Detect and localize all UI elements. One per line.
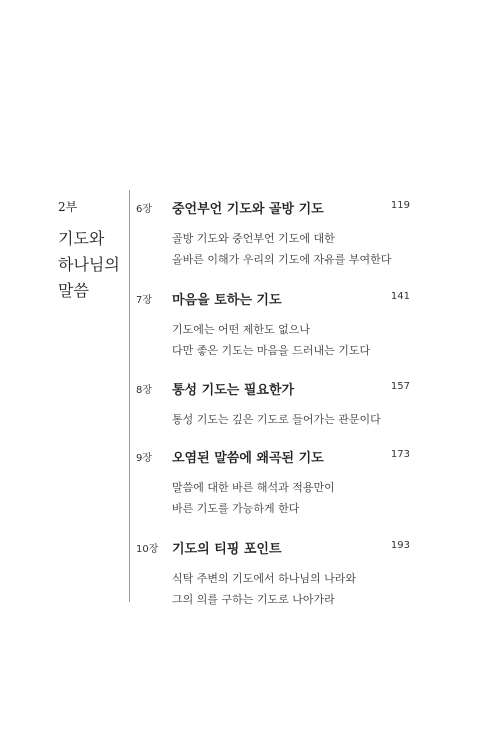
chapter-description-line: 말씀에 대한 바른 해석과 적용만이 [172,481,335,494]
chapter-description-line: 식탁 주변의 기도에서 하나님의 나라와 [172,572,357,585]
chapter-description-line: 올바른 이해가 우리의 기도에 자유를 부여한다 [172,253,392,266]
chapter-10[interactable] [136,538,410,610]
chapter-title: 통성 기도는 필요한가 [172,383,295,398]
chapter-description [172,477,410,519]
chapter-page: 141 [390,291,410,302]
chapter-description-line: 다만 좋은 기도는 마음을 드러내는 기도다 [172,344,371,357]
part-title-line: 기도와 [58,229,105,248]
chapter-7[interactable] [136,289,410,361]
chapter-description-line: 기도에는 어떤 제한도 없으나 [172,323,311,336]
chapter-description [172,228,410,270]
divider-line [129,190,130,602]
chapter-number: 6장 [136,204,153,215]
part-title-line: 하나님의 [58,255,120,274]
chapter-page: 193 [390,540,410,551]
chapter-6[interactable] [136,198,410,270]
chapter-description [172,409,410,430]
chapter-number: 9장 [136,453,153,464]
chapter-title: 중언부언 기도와 골방 기도 [172,202,324,217]
chapter-number: 7장 [136,295,153,306]
chapter-page: 173 [390,449,410,460]
chapter-title: 기도의 티핑 포인트 [172,542,282,557]
part-title-line: 말씀 [58,281,89,300]
chapter-number: 8장 [136,385,153,396]
chapter-page: 157 [390,381,410,392]
chapter-description-line: 그의 의를 구하는 기도로 나아가라 [172,593,335,606]
chapter-page: 119 [390,200,410,211]
chapter-9[interactable] [136,447,410,519]
chapter-title: 오염된 말씀에 왜곡된 기도 [172,451,324,466]
chapter-description-line: 바른 기도를 가능하게 한다 [172,502,300,515]
chapter-description [172,568,410,610]
part-label: 2부 [58,200,78,214]
chapter-title: 마음을 토하는 기도 [172,293,282,308]
part-title [58,226,120,304]
chapter-description [172,319,410,361]
chapter-number: 10장 [136,544,159,555]
chapter-8[interactable] [136,379,410,430]
chapter-description-line: 골방 기도와 중언부언 기도에 대한 [172,232,335,245]
chapter-description-line: 통성 기도는 깊은 기도로 들어가는 관문이다 [172,413,381,426]
